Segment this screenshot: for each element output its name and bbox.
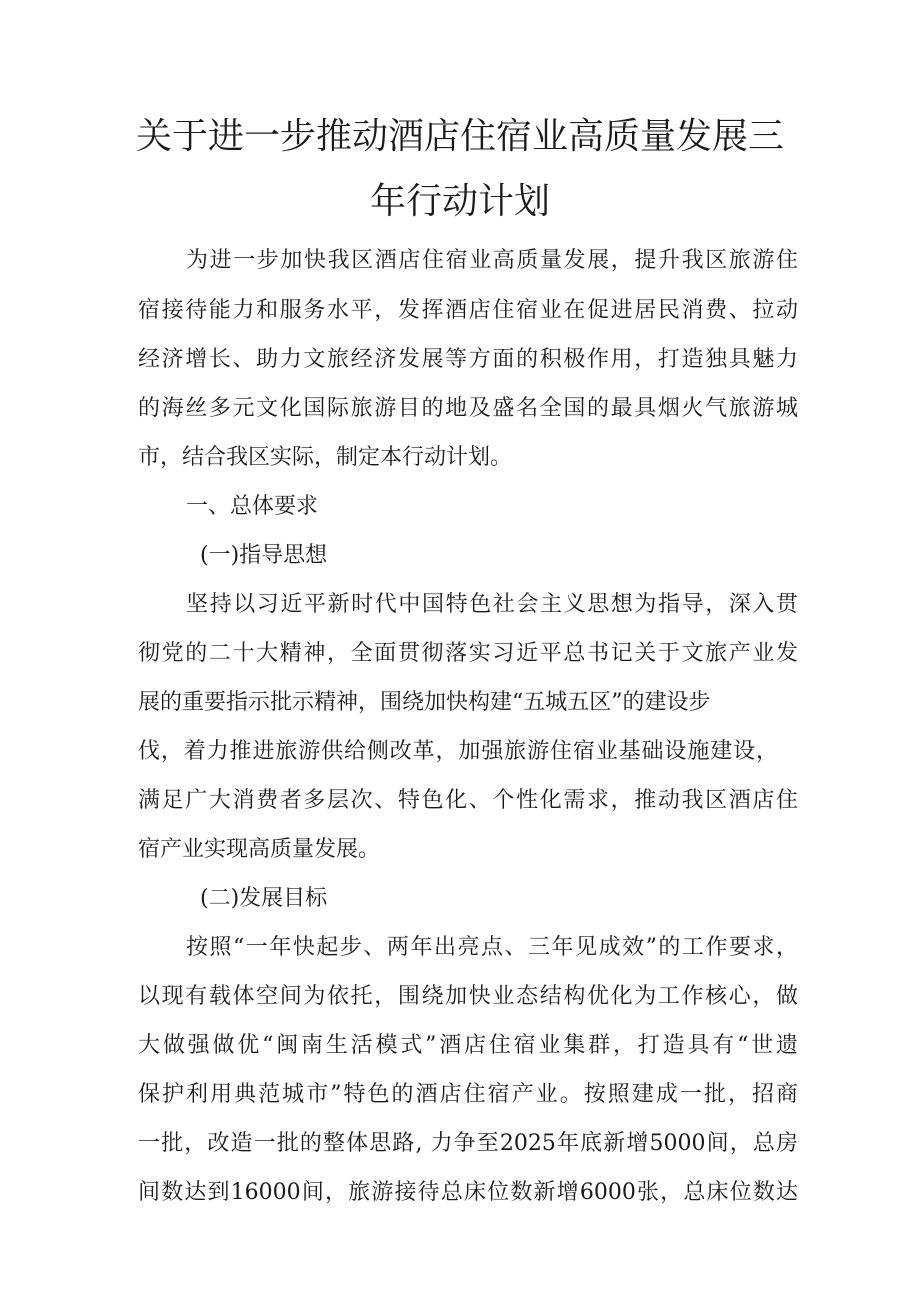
intro-line: 经济增长、助力文旅经济发展等方面的积极作用，打造独具魅力	[138, 347, 798, 372]
paragraph-line: 伐，着力推进旅游供给侧改革，加强旅游住宿业基础设施建设，	[138, 739, 778, 764]
intro-line: 的海丝多元文化国际旅游目的地及盛名全国的最具烟火气旅游城	[138, 396, 798, 421]
section-heading: 一、总体要求	[186, 494, 319, 519]
document-title-line-2: 年行动计划	[369, 181, 550, 222]
intro-line: 为进一步加快我区酒店住宿业高质量发展，提升我区旅游住	[186, 248, 798, 273]
intro-line: 市，结合我区实际，制定本行动计划。	[138, 445, 513, 470]
paragraph-line: 坚持以习近平新时代中国特色社会主义思想为指导，深入贯	[186, 592, 798, 617]
subsection-heading: (一)指导思想	[200, 543, 328, 568]
paragraph-line: 间数达到16000间，旅游接待总床位数新增6000张，总床位数达	[138, 1180, 798, 1205]
paragraph-line: 保护利用典范城市”特色的酒店住宿产业。按照建成一批，招商	[138, 1082, 798, 1107]
intro-line: 宿接待能力和服务水平，发挥酒店住宿业在促进居民消费、拉动	[138, 298, 798, 323]
paragraph-line: 满足广大消费者多层次、特色化、个性化需求，推动我区酒店住	[138, 788, 798, 813]
document-title-line-1: 关于进一步推动酒店住宿业高质量发展三	[135, 116, 784, 157]
subsection-heading: (二)发展目标	[200, 886, 328, 911]
paragraph-line: 一批，改造一批的整体思路, 力争至2025年底新增5000间，总房	[138, 1131, 798, 1156]
paragraph-line: 彻党的二十大精神，全面贯彻落实习近平总书记关于文旅产业发	[138, 641, 798, 666]
paragraph-line: 大做强做优“闽南生活模式”酒店住宿业集群，打造具有“世遗	[138, 1033, 798, 1058]
paragraph-line: 以现有载体空间为依托，围绕加快业态结构优化为工作核心，做	[138, 984, 798, 1009]
paragraph-line: 按照“一年快起步、两年出亮点、三年见成效”的工作要求，	[186, 935, 798, 960]
paragraph-line: 展的重要指示批示精神，围绕加快构建“五城五区”的建设步	[138, 690, 711, 715]
paragraph-line: 宿产业实现高质量发展。	[138, 837, 381, 862]
